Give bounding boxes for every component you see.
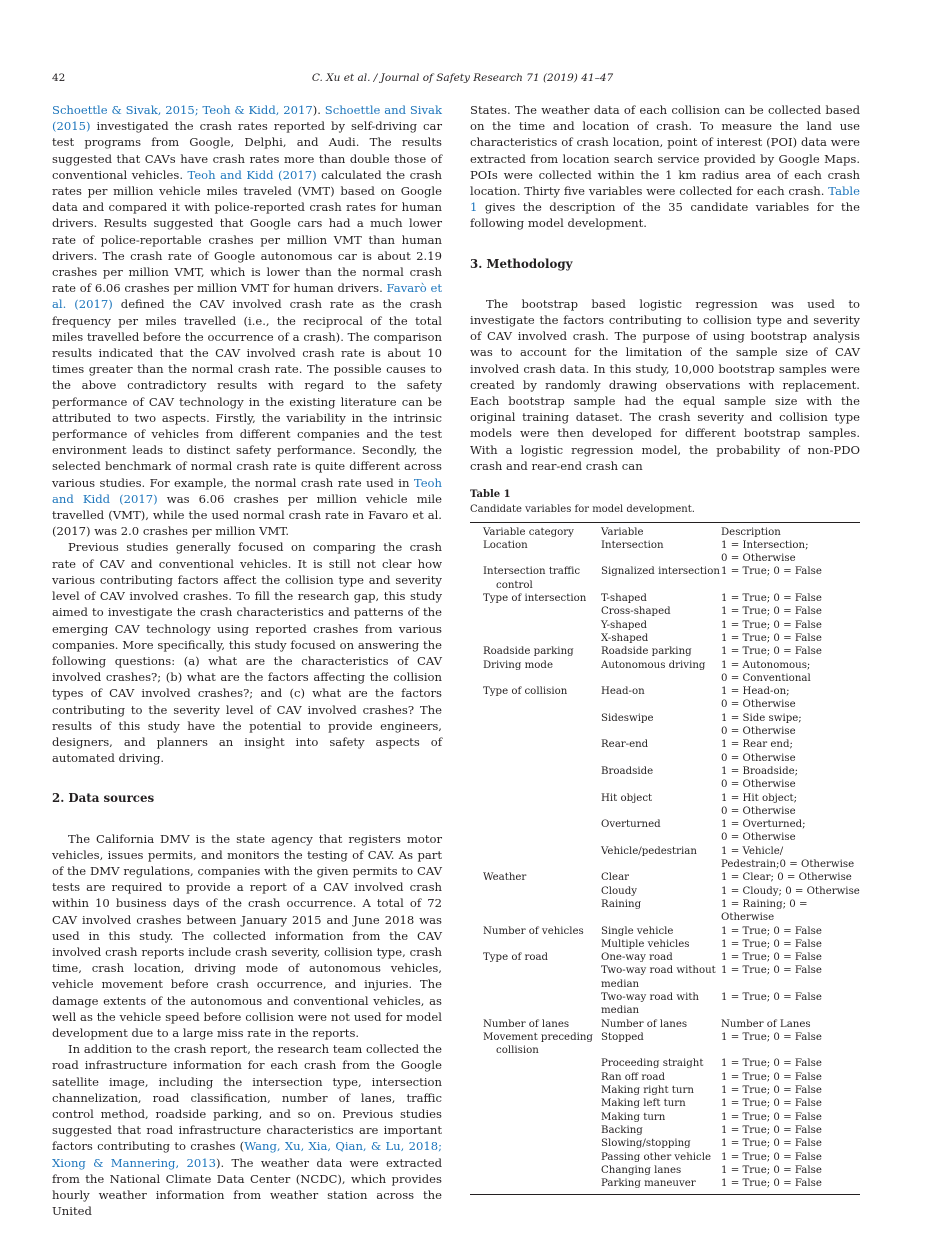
cell-variable-category: Driving mode xyxy=(483,659,553,671)
cell-variable-category xyxy=(470,938,601,951)
cell-variable: Multiple vehicles xyxy=(601,938,690,950)
cell-variable-category xyxy=(470,818,601,845)
cell-variable-category xyxy=(470,991,601,1018)
cell-variable: Two-way road without median xyxy=(601,965,716,990)
cell-description: 1 = True; 0 = False xyxy=(721,593,822,605)
cell-variable: Rear-end xyxy=(601,739,649,751)
table-row xyxy=(470,1031,860,1058)
table-bottom-rule xyxy=(470,1194,860,1195)
cell-variable: Broadside xyxy=(601,765,654,777)
cell-variable-category xyxy=(470,1137,601,1150)
table-row xyxy=(470,632,860,645)
cell-variable-category xyxy=(470,898,601,925)
cell-variable: Intersection xyxy=(601,539,664,551)
cell-description: 1 = Overturned; 0 = Otherwise xyxy=(721,819,806,844)
cell-description: 1 = Side swipe; 0 = Otherwise xyxy=(721,712,802,738)
cell-variable: Stopped xyxy=(601,1031,644,1043)
cell-description: 1 = True; 0 = False xyxy=(721,606,822,618)
cell-variable: Autonomous driving xyxy=(601,659,706,671)
cell-variable: Raining xyxy=(601,898,642,910)
cell-variable: Passing other vehicle xyxy=(601,1151,712,1163)
cell-variable: Signalized intersection xyxy=(601,566,720,578)
text-run: gives the description of the 35 candidate variables for the following model development. xyxy=(470,200,860,231)
table-row xyxy=(470,685,860,712)
cell-description: 1 = True; 0 = False xyxy=(721,952,822,964)
cell-description: 1 = True; 0 = False xyxy=(721,1085,822,1097)
cell-description: 1 = True; 0 = False xyxy=(721,1031,822,1043)
cell-variable: Y-shaped xyxy=(601,619,647,631)
right-column xyxy=(470,102,860,474)
header-variable: Variable xyxy=(601,526,644,538)
cell-description: 1 = True; 0 = False xyxy=(721,938,822,950)
cell-variable-category xyxy=(470,738,601,765)
cell-description: 1 = True; 0 = False xyxy=(721,925,822,937)
table-row xyxy=(470,1177,860,1190)
table-row xyxy=(470,1071,860,1084)
table-label: Table 1 xyxy=(470,489,511,500)
cell-description: 1 = Broadside; 0 = Otherwise xyxy=(721,765,799,791)
cell-variable: Ran off road xyxy=(601,1071,665,1083)
cell-description: 1 = Vehicle/ Pedestrain;0 = Otherwise xyxy=(721,845,855,871)
table-row xyxy=(470,738,860,765)
paragraph-weather-data xyxy=(470,102,860,232)
cell-variable-category: Number of vehicles xyxy=(483,925,584,937)
cell-variable-category xyxy=(470,885,601,898)
cell-variable: Hit object xyxy=(601,792,653,804)
cell-description: 1 = Cloudy; 0 = Otherwise xyxy=(721,885,860,897)
cell-description: 1 = True; 0 = False xyxy=(721,632,822,644)
cell-description: 1 = Head-on; 0 = Otherwise xyxy=(721,686,796,711)
text-run: defined the CAV involved crash rate as the crash frequency per miles travelled (i.e., the reciprocal of the total miles travelled before the occurrence of a crash). The comparison results indicated that the CAV involved crash rate is about 10 times greater than the normal crash rate. The possible causes to the above contradictory results with regard to the safety performance of CAV technology in the existing literature can be attributed to two aspects. Firstly, the variability in the intrinsic performance of vehicles from different companies and the test environment leads to distinct safety performance. Secondly, the selected benchmark of normal crash rate is quite different across various studies. For example, the normal crash rate used in xyxy=(52,297,442,490)
header-description: Description xyxy=(721,526,781,538)
cell-description: 1 = True; 0 = False xyxy=(721,1178,822,1190)
text-run: ). xyxy=(312,103,325,117)
table-row xyxy=(470,765,860,792)
cell-description: 1 = Raining; 0 = Otherwise xyxy=(721,898,808,924)
cell-variable-category xyxy=(470,1164,601,1177)
cell-description: 1 = True; 0 = False xyxy=(721,1164,822,1176)
table-row xyxy=(470,539,860,566)
paragraph-lit-review xyxy=(52,102,442,539)
cell-variable-category xyxy=(470,1151,601,1164)
cell-variable-category xyxy=(470,1084,601,1097)
cell-description: 1 = Clear; 0 = Otherwise xyxy=(721,872,852,884)
cell-variable: Roadside parking xyxy=(601,646,692,658)
table-row xyxy=(470,592,860,605)
citation-link[interactable]: Teoh and Kidd (2017) xyxy=(52,475,442,506)
section-2-title: 2. Data sources xyxy=(52,791,155,806)
table-row xyxy=(470,659,860,686)
citation-link[interactable]: Schoettle and Sivak (2015) xyxy=(52,103,442,134)
cell-variable: Proceeding straight xyxy=(601,1058,704,1070)
table-row xyxy=(470,1164,860,1177)
cell-variable: Making right turn xyxy=(601,1085,694,1097)
cell-variable: X-shaped xyxy=(601,632,649,644)
cell-variable-category xyxy=(470,1111,601,1124)
table-row xyxy=(470,885,860,898)
table-row xyxy=(470,1084,860,1097)
cell-variable-category: Location xyxy=(483,539,528,551)
cell-variable: Single vehicle xyxy=(601,925,674,937)
cell-variable: Vehicle/pedestrian xyxy=(601,845,697,857)
citation-link[interactable]: Favarò et al. (2017) xyxy=(52,281,443,312)
table-top-rule xyxy=(470,522,860,523)
citation-link[interactable]: Table 1 xyxy=(470,184,860,215)
cell-variable-category: Type of road xyxy=(483,952,549,964)
paragraph-methodology: The bootstrap based logistic regression was used to investigate the factors contributing to collision type and severity of CAV involved crash. The purpose of using bootstrap analysis was to account for the limitation of the sample size of CAV involved crash data. In this study, 10,000 bootstrap samples were created by randomly drawing observations with replacement. Each bootstrap sample had the equal sample size with the original training dataset. The crash severity and collision type models were then developed for different bootstrap samples. With a logistic regression model, the probability of non-PDO crash and rear-end crash can xyxy=(470,296,860,473)
cell-variable: Cloudy xyxy=(601,885,638,897)
cell-variable: Making turn xyxy=(601,1111,666,1123)
text-run: was 6.06 crashes per million vehicle mile travelled (VMT), while the used normal crash rate in Favaro et al. (2017) was 2.0 crashes per million VMT. xyxy=(52,491,443,539)
cell-description: 1 = Autonomous; 0 = Conventional xyxy=(721,659,811,684)
cell-description: 1 = True; 0 = False xyxy=(721,1111,822,1123)
table-row xyxy=(470,991,860,1018)
cell-variable-category: Weather xyxy=(483,872,527,884)
table-row xyxy=(470,845,860,872)
cell-description: 1 = True; 0 = False xyxy=(721,646,822,658)
cell-description: 1 = True; 0 = False xyxy=(721,991,822,1003)
table-row xyxy=(470,565,860,592)
paragraph-research-gap: Previous studies generally focused on comparing the crash rate of CAV and conventional vehicles. It is still not clear how various contributing factors affect the collision type and severity level of CAV involved crashes. To fill the research gap, this study aimed to investigate the crash characteristics and patterns of the emerging CAV technology using reported crashes from various companies. More specifically, this study focused on answering the following questions: (a) what are the characteristics of CAV involved crashes?; (b) what are the factors affecting the collision types of CAV involved crashes?; and (c) what are the factors contributing to the severity level of CAV involved crashes? The results of this study have the potential to provide engineers, designers, and planners an insight into safety aspects of automated driving. xyxy=(52,540,442,766)
cell-variable-category: Roadside parking xyxy=(483,646,574,658)
cell-variable-category xyxy=(470,792,601,819)
cell-description: 1 = True; 0 = False xyxy=(721,1058,822,1070)
table-row xyxy=(470,938,860,951)
cell-variable-category xyxy=(470,619,601,632)
cell-description: 1 = True; 0 = False xyxy=(721,566,822,578)
table-row xyxy=(470,898,860,925)
cell-variable-category: Type of collision xyxy=(483,686,568,698)
cell-variable: One-way road xyxy=(601,952,673,964)
cell-variable: Backing xyxy=(601,1124,643,1136)
cell-variable-category xyxy=(470,845,601,872)
cell-variable: Sideswipe xyxy=(601,712,654,724)
cell-description: 1 = Rear end; 0 = Otherwise xyxy=(721,739,796,764)
cell-variable-category xyxy=(470,605,601,618)
cell-description: 1 = Hit object; 0 = Otherwise xyxy=(721,792,798,817)
cell-description: Number of Lanes xyxy=(721,1018,811,1030)
cell-variable: Number of lanes xyxy=(601,1018,688,1030)
table-row xyxy=(470,1137,860,1150)
paragraph-infrastructure xyxy=(52,1041,442,1219)
table-row xyxy=(470,792,860,819)
citation-link[interactable]: Wang, Xu, Xia, Qian, & Lu, 2018; Xiong & Mannering, 2013 xyxy=(52,1139,442,1170)
paragraph-dmv-data: The California DMV is the state agency that registers motor vehicles, issues permits, and monitors the testing of CAV. As part of the DMV regulations, companies with the given permits to CAV tests are required to provide a report of a CAV involved crash within 10 business days of the crash occurrence. A total of 72 CAV involved crashes between January 2015 and June 2018 was used in this study. The collected information from the CAV involved crash reports include crash severity, collision type, crash time, crash location, driving mode of autonomous vehicles, vehicle movement before crash occurrence, and injuries. The damage extents of the autonomous and conventional vehicles, as well as the vehicle speed before collision were not used for model development due to a large miss rate in the reports. xyxy=(52,831,442,1040)
table-row xyxy=(470,1151,860,1164)
cell-variable-category: Type of intersection xyxy=(483,593,587,605)
citation-link[interactable]: Schoettle & Sivak, 2015; Teoh & Kidd, 2017 xyxy=(52,103,313,117)
text-run: investigated the crash rates reported by self-driving car test programs from Google, Delphi, and Audi. The results suggested that CAVs have crash rates more than double those of conventional vehicles. xyxy=(52,119,442,182)
cell-variable: T-shaped xyxy=(601,593,647,605)
cell-variable-category xyxy=(470,1124,601,1137)
cell-variable-category xyxy=(470,1071,601,1084)
cell-variable-category xyxy=(470,1177,601,1190)
running-header: C. Xu et al. / Journal of Safety Research 71 (2019) 41–47 xyxy=(311,72,614,84)
table-row xyxy=(470,964,860,991)
cell-description: 1 = True; 0 = False xyxy=(721,1071,822,1083)
cell-variable: Overturned xyxy=(601,819,661,831)
cell-variable-category xyxy=(470,712,601,739)
cell-variable: Slowing/stopping xyxy=(601,1138,691,1150)
cell-variable-category xyxy=(470,964,601,991)
table-row xyxy=(470,1124,860,1137)
cell-variable-category xyxy=(470,1097,601,1110)
section-3-title: 3. Methodology xyxy=(470,256,573,271)
cell-variable-category xyxy=(470,765,601,792)
table-header-row xyxy=(470,526,860,539)
cell-variable: Two-way road with median xyxy=(601,991,699,1017)
cell-description: 1 = Intersection; 0 = Otherwise xyxy=(721,539,809,565)
cell-variable: Making left turn xyxy=(601,1098,686,1110)
cell-description: 1 = True; 0 = False xyxy=(721,965,822,977)
cell-description: 1 = True; 0 = False xyxy=(721,1124,822,1136)
table-row xyxy=(470,1097,860,1110)
table-row xyxy=(470,1018,860,1031)
table-1 xyxy=(470,488,860,1195)
cell-variable: Head-on xyxy=(601,686,645,698)
table-row xyxy=(470,951,860,964)
text-run: States. The weather data of each collision can be collected based on the time and location of crash. To measure the land use characteristics of crash location, point of interest (POI) data were extracted from location search service provided by Google Maps. POIs were collected within the 1 km radius area of each crash location. Thirty five variables were collected for each crash. xyxy=(470,103,860,199)
cell-variable: Cross-shaped xyxy=(601,606,671,618)
cell-variable: Changing lanes xyxy=(601,1164,682,1176)
cell-variable-category xyxy=(470,1057,601,1070)
cell-variable-category: Movement preceding collision xyxy=(483,1031,593,1057)
text-run: ). The weather data were extracted from the National Climate Data Center (NCDC), which provides hourly weather information from weather station across the United xyxy=(52,1155,442,1219)
table-row xyxy=(470,1057,860,1070)
table-row xyxy=(470,645,860,658)
table-row xyxy=(470,871,860,884)
text-run: calculated the crash rates per million vehicle miles traveled (VMT) based on Google data and compared it with police-reported crash rates for human drivers. Results suggested that Google cars had a much lower rate of police-reportable crashes per million VMT than human drivers. The crash rate of Google autonomous car is about 2.19 crashes per million VMT, which is lower than the normal crash rate of 6.06 crashes per million VMT for human drivers. xyxy=(52,167,443,296)
table-row xyxy=(470,1111,860,1124)
cell-variable-category: Intersection traffic control xyxy=(483,566,581,591)
cell-variable: Parking maneuver xyxy=(601,1178,696,1190)
cell-variable: Clear xyxy=(601,872,630,884)
text-run: In addition to the crash report, the research team collected the road infrastructure information for each crash from the Google satellite image, including the intersection type, intersection channelization, road classification, number of lanes, traffic control method, roadside parking, and so on. Previous studies suggested that road infrastructure characteristics are important factors contributing to crashes ( xyxy=(52,1042,442,1154)
table-row xyxy=(470,619,860,632)
table-caption: Candidate variables for model development. xyxy=(470,504,695,516)
cell-variable-category xyxy=(470,632,601,645)
table-row xyxy=(470,818,860,845)
cell-description: 1 = True; 0 = False xyxy=(721,619,822,631)
page-number: 42 xyxy=(52,72,66,84)
cell-variable-category: Number of lanes xyxy=(483,1018,570,1030)
header-variable-category: Variable category xyxy=(483,526,574,538)
cell-description: 1 = True; 0 = False xyxy=(721,1098,822,1110)
table-row xyxy=(470,712,860,739)
table-row xyxy=(470,605,860,618)
left-column xyxy=(52,102,442,1219)
candidate-variables-table xyxy=(470,526,860,1191)
citation-link[interactable]: Teoh and Kidd (2017) xyxy=(187,167,317,182)
table-row xyxy=(470,925,860,938)
cell-description: 1 = True; 0 = False xyxy=(721,1138,822,1150)
cell-description: 1 = True; 0 = False xyxy=(721,1151,822,1163)
